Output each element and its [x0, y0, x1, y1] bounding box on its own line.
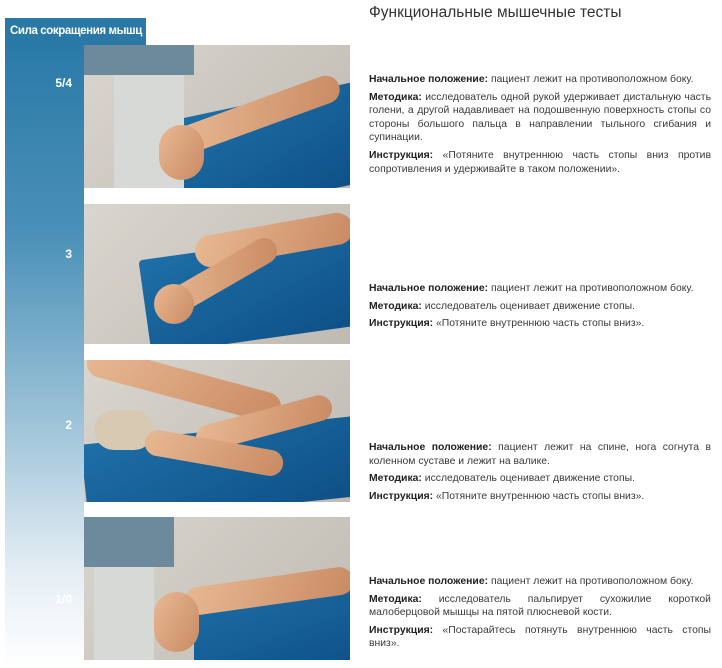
photo-grade-3 — [84, 204, 350, 344]
instruction-text: «Потяните внутреннюю часть стопы вниз». — [433, 490, 645, 502]
start-text: пациент лежит на противоположном боку. — [488, 74, 694, 85]
instruction-text: «Потяните внутреннюю часть стопы вниз». — [433, 318, 645, 330]
instruction-text: «Постарайтесь потянуть внутреннюю часть стопы вниз». — [369, 624, 711, 650]
method-text: исследователь оценивает движение стопы. — [421, 473, 635, 485]
grade-label: 1/0 — [55, 592, 72, 606]
label-start: Начальное положение: — [369, 576, 489, 587]
section-tab: Сила сокращения мышц — [5, 18, 146, 45]
test-description — [369, 282, 711, 335]
grade-label: 2 — [65, 418, 72, 432]
label-instruction: Инструкция: — [369, 149, 434, 161]
test-description — [369, 441, 711, 507]
page-title: Функциональные мышечные тесты — [369, 4, 622, 21]
label-method: Методика: — [369, 593, 422, 605]
method-text: исследователь оценивает движение стопы. — [421, 300, 635, 312]
test-description — [369, 73, 711, 180]
method-text: исследователь одной рукой удерживает дистальную часть голени, а другой надавливает на подошвенную поверхность стопы со стороны большого пальца в направлении тыльного сгибания и супинации. — [369, 91, 711, 144]
method-text: исследователь пальпирует сухожилие короткой малоберцовой мышцы на пятой плюсневой кости. — [369, 593, 711, 619]
grade-column — [5, 45, 84, 668]
label-method: Методика: — [369, 473, 422, 485]
label-instruction: Инструкция: — [369, 624, 434, 636]
photo-grade-5-4 — [84, 45, 350, 188]
start-text: пациент лежит на противоположном боку. — [488, 283, 694, 294]
label-start: Начальное положение: — [369, 74, 489, 85]
label-method: Методика: — [369, 91, 422, 103]
label-start: Начальное положение: — [369, 442, 492, 453]
label-method: Методика: — [369, 300, 422, 312]
label-instruction: Инструкция: — [369, 318, 434, 330]
grade-label: 3 — [65, 247, 72, 261]
label-start: Начальное положение: — [369, 283, 489, 294]
start-text: пациент лежит на противоположном боку. — [488, 576, 694, 587]
start-text: пациент лежит на спине, нога согнута в коленном суставе и лежит на валике. — [369, 442, 711, 467]
test-description — [369, 575, 711, 655]
instruction-text: «Потяните внутреннюю часть стопы вниз против сопротивления и удерживайте в таком положении». — [369, 149, 711, 175]
grade-label: 5/4 — [55, 76, 72, 90]
photo-grade-2 — [84, 360, 350, 502]
label-instruction: Инструкция: — [369, 490, 434, 502]
photo-grade-1-0 — [84, 517, 350, 660]
